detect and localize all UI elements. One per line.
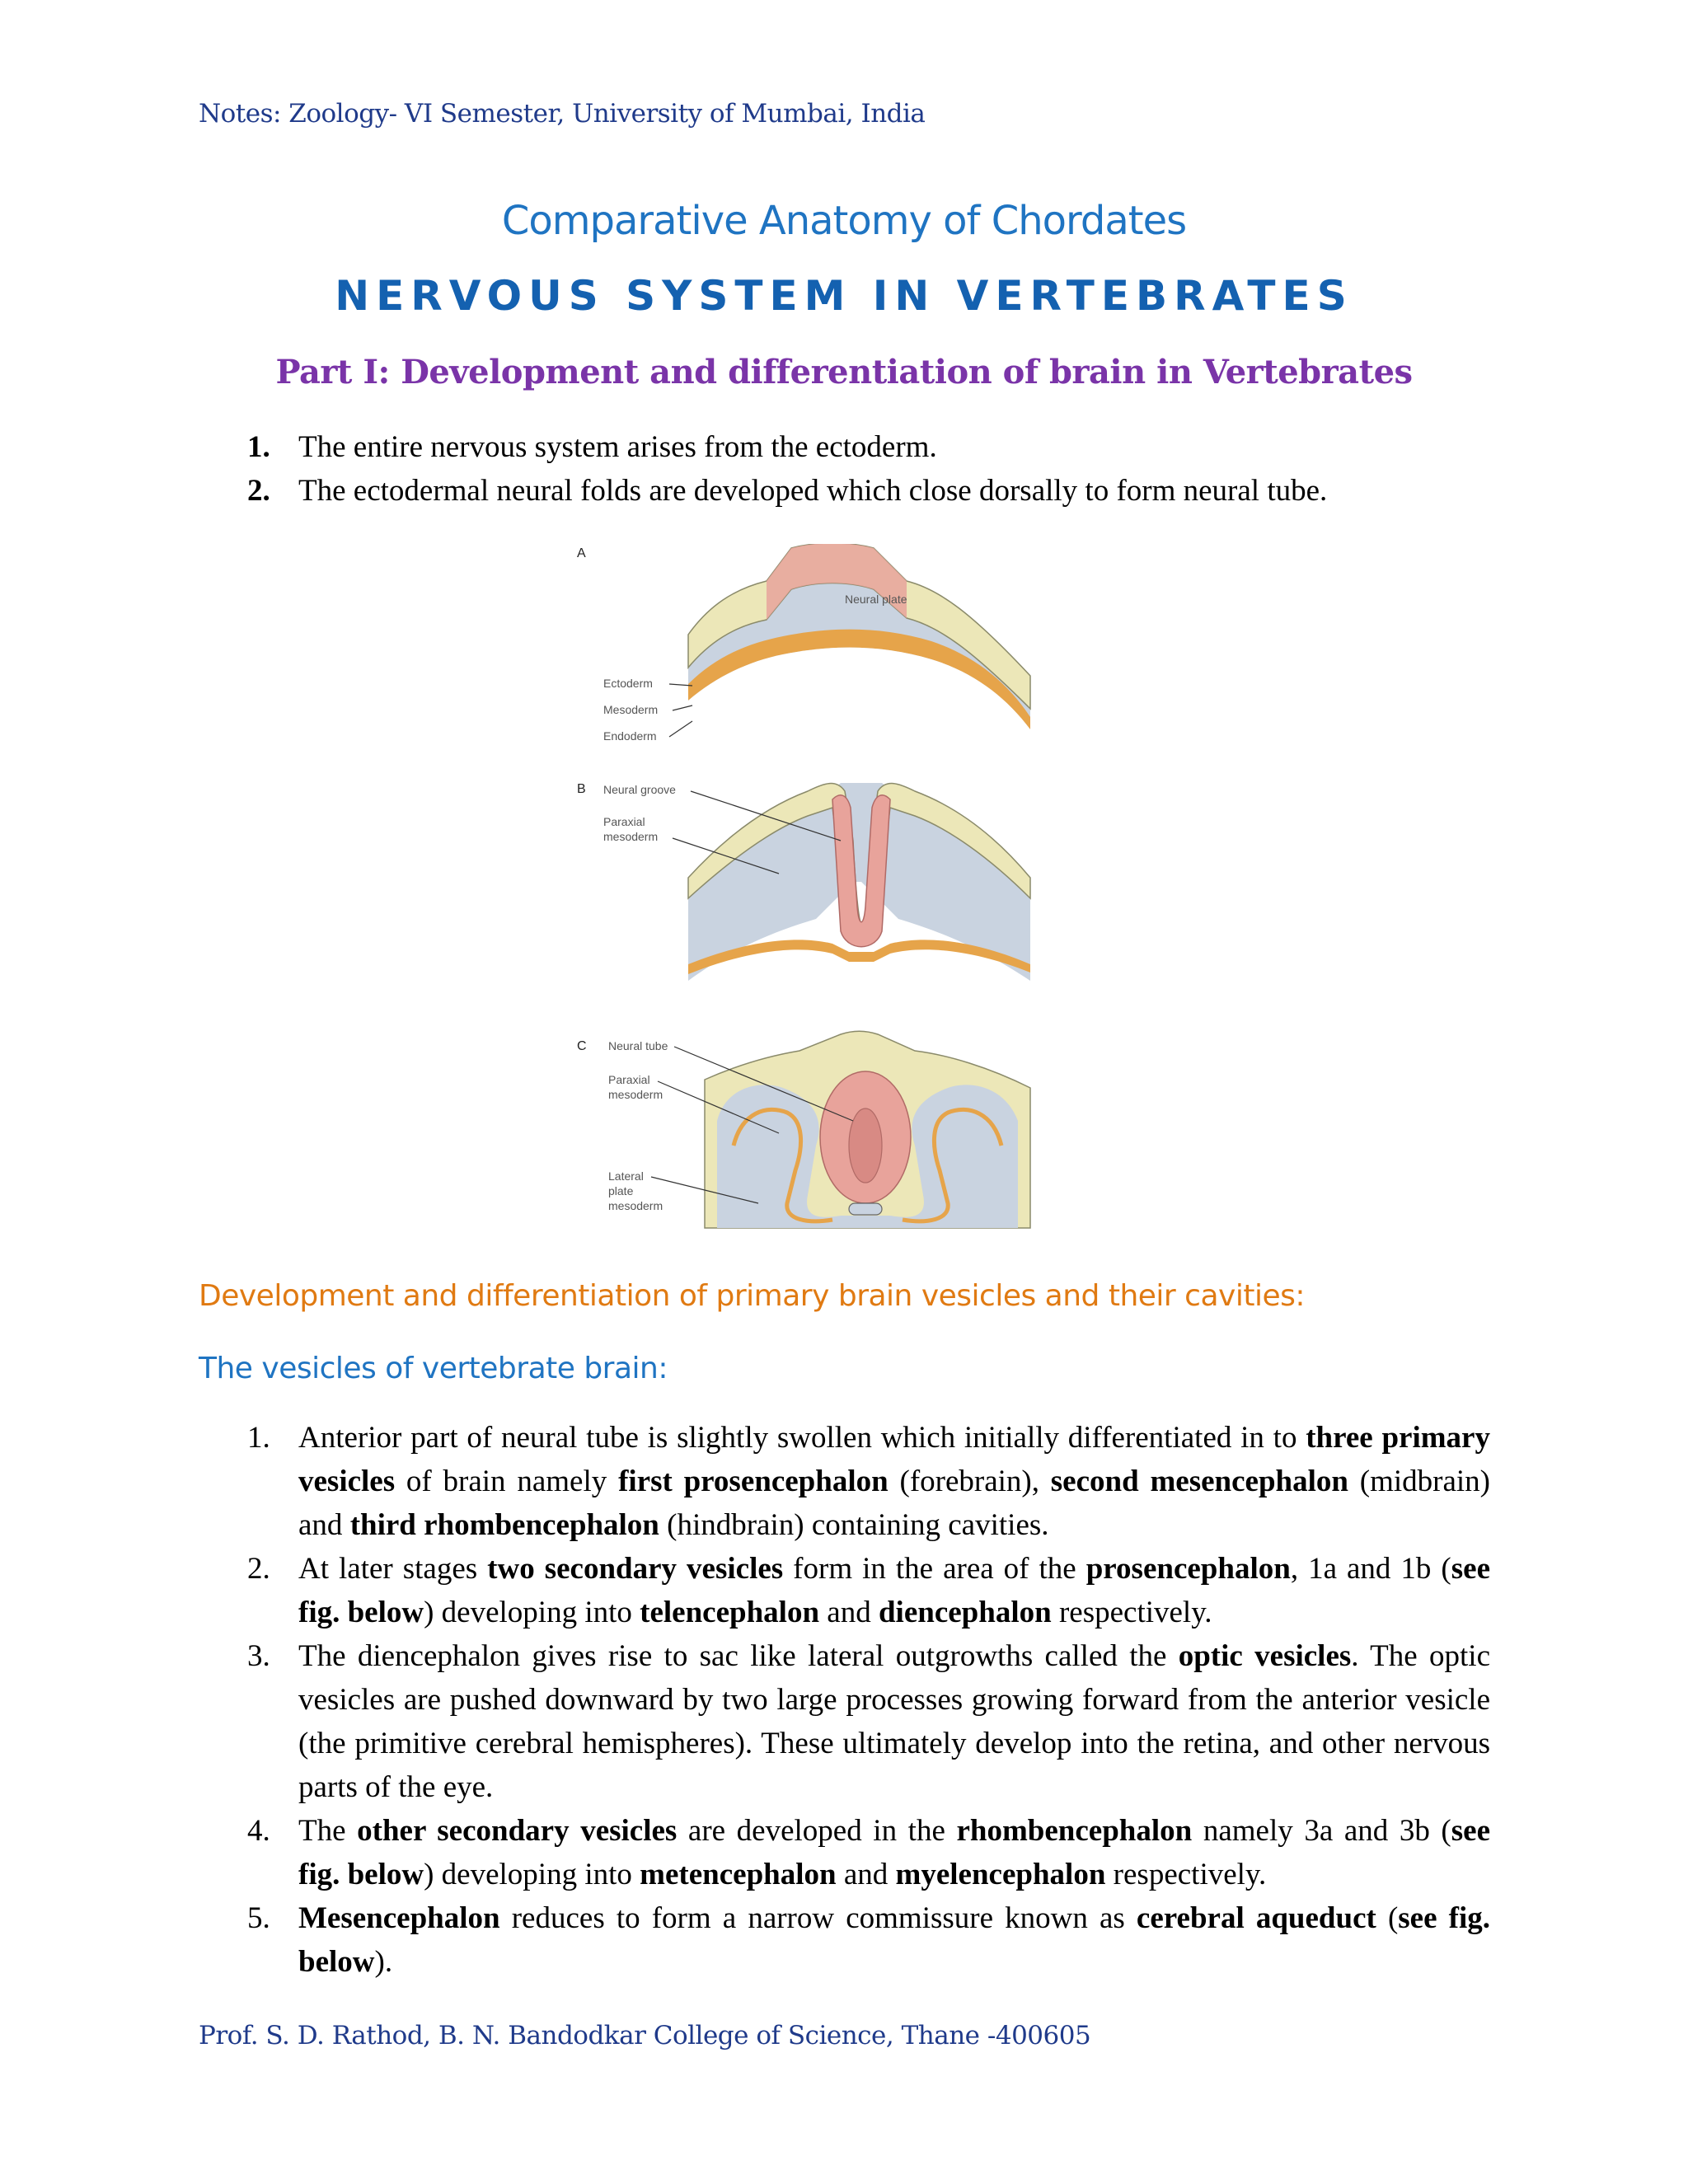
list-item: [247, 1547, 1490, 1634]
neural-canal: [849, 1108, 882, 1183]
label-neural-groove: Neural groove: [603, 783, 676, 796]
item-number: 3.: [247, 1639, 270, 1673]
panel-c-letter: C: [577, 1039, 587, 1053]
label-mesoderm: Mesoderm: [603, 703, 659, 716]
label-lateral-2: plate: [608, 1184, 634, 1197]
label-lateral-3: mesoderm: [608, 1199, 663, 1212]
item-number: 2.: [247, 474, 270, 508]
header-note: Notes: Zoology- VI Semester, University of Mumbai, India: [199, 99, 926, 129]
intro-list: [247, 425, 1500, 513]
list-item: [247, 425, 1500, 469]
label-endoderm: Endoderm: [603, 729, 657, 743]
list-item: [247, 469, 1500, 513]
neural-tube-figure: [569, 544, 1047, 1236]
item-number: 1.: [247, 430, 270, 464]
document-subtitle: NERVOUS SYSTEM IN VERTEBRATES: [335, 272, 1353, 320]
panel-b: [577, 782, 1030, 1001]
list-item: [247, 1809, 1490, 1896]
panel-b-letter: B: [577, 782, 586, 796]
list-item: [247, 1634, 1490, 1809]
item-number: 5.: [247, 1901, 270, 1935]
label-neural-plate: Neural plate: [845, 593, 907, 606]
item-text: Mesencephalon reduces to form a narrow commissure known as cerebral aqueduct (see fig. below).: [298, 1901, 1490, 1979]
panel-a-letter: A: [577, 546, 586, 560]
label-neural-tube: Neural tube: [608, 1039, 668, 1052]
label-ectoderm: Ectoderm: [603, 677, 653, 690]
item-number: 4.: [247, 1814, 270, 1848]
label-lateral-1: Lateral: [608, 1169, 644, 1183]
footer-note: Prof. S. D. Rathod, B. N. Bandodkar College of Science, Thane -400605: [199, 2021, 1091, 2050]
item-text: The entire nervous system arises from the ectoderm.: [298, 430, 937, 464]
section-heading: Development and differentiation of primary brain vesicles and their cavities:: [199, 1279, 1305, 1313]
label-paraxial-b-1: Paraxial: [603, 815, 645, 828]
panel-a: [577, 544, 1030, 750]
item-text: The diencephalon gives rise to sac like lateral outgrowths called the optic vesicles. The optic vesicles are pushed downward by two large processes growing forward from the anterior vesicle (the primitive cerebral hemispheres). These ultimately develop into the retina, and other nervous parts of the eye.: [298, 1639, 1490, 1804]
list-item: [247, 1896, 1490, 1984]
part-heading: Part I: Development and differentiation of brain in Vertebrates: [275, 353, 1413, 391]
panel-c: [577, 1030, 1034, 1228]
item-text: The other secondary vesicles are developed in the rhombencephalon namely 3a and 3b (see fig. below) developing into metencephalon and myelencephalon respectively.: [298, 1814, 1490, 1891]
subsection-heading: The vesicles of vertebrate brain:: [199, 1352, 668, 1385]
label-paraxial-b-2: mesoderm: [603, 830, 659, 843]
item-number: 1.: [247, 1421, 270, 1455]
label-paraxial-c-2: mesoderm: [608, 1088, 663, 1101]
item-text: The ectodermal neural folds are developed which close dorsally to form neural tube.: [298, 474, 1328, 508]
item-text: At later stages two secondary vesicles form in the area of the prosencephalon, 1a and 1b (see fig. below) developing into telencephalon and diencephalon respectively.: [298, 1552, 1490, 1629]
vesicle-list: [247, 1416, 1490, 1984]
document-title: Comparative Anatomy of Chordates: [501, 198, 1187, 244]
list-item: [247, 1416, 1490, 1547]
label-paraxial-c-1: Paraxial: [608, 1073, 650, 1086]
item-text: Anterior part of neural tube is slightly swollen which initially differentiated in to three primary vesicles of brain namely first prosencephalon (forebrain), second mesencephalon (midbrain) and third rhombencephalon (hindbrain) containing cavities.: [298, 1421, 1491, 1542]
notochord: [849, 1203, 882, 1215]
item-number: 2.: [247, 1552, 270, 1586]
